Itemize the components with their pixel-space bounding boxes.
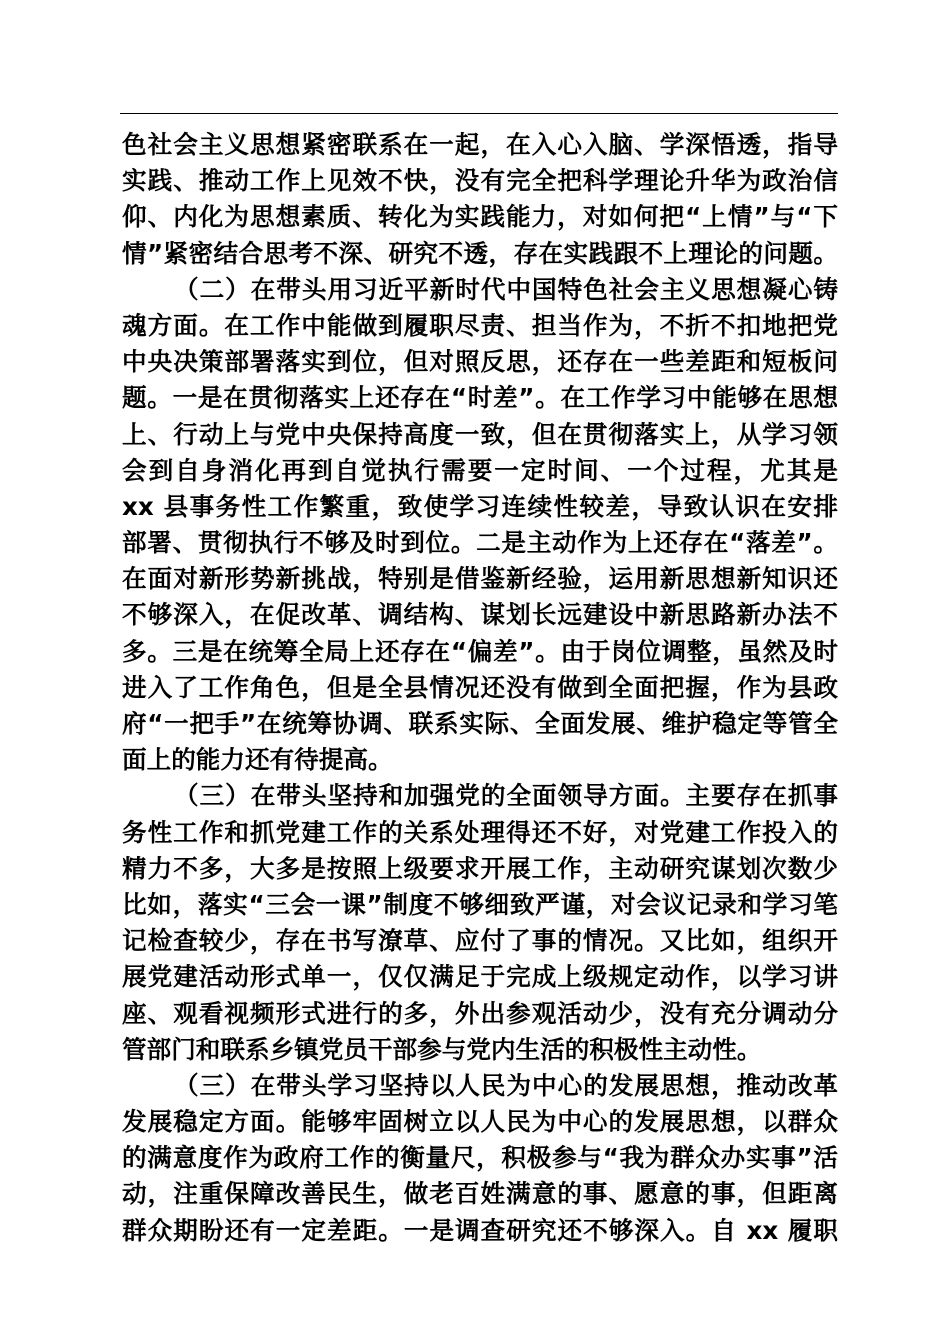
text-line: 座、观看视频形式进行的多，外出参观活动少，没有充分调动分 bbox=[122, 998, 838, 1028]
text-line: 题。一是在贯彻落实上还存在“时差”。在工作学习中能够在思想 bbox=[122, 383, 838, 413]
text-line: 魂方面。在工作中能做到履职尽责、担当作为，不折不扣地把党 bbox=[122, 310, 838, 340]
text-line: 上、行动上与党中央保持高度一致，但在贯彻落实上，从学习领 bbox=[122, 419, 838, 449]
text-line: 不够深入，在促改革、调结构、谋划长远建设中新思路新办法不 bbox=[122, 600, 838, 630]
text-line: 会到自身消化再到自觉执行需要一定时间、一个过程，尤其是 bbox=[122, 455, 838, 485]
text-line: 务性工作和抓党建工作的关系处理得还不好，对党建工作投入的 bbox=[122, 817, 838, 847]
paragraph-first-line: （三）在带头学习坚持以人民为中心的发展思想，推动改革 bbox=[174, 1070, 838, 1100]
text-line: 面上的能力还有待提高。 bbox=[122, 745, 393, 775]
text-line: 仰、内化为思想素质、转化为实践能力，对如何把“上情”与“下 bbox=[122, 202, 838, 232]
text-line: 情”紧密结合思考不深、研究不透，存在实践跟不上理论的问题。 bbox=[122, 238, 838, 268]
text-line: 动，注重保障改善民生，做老百姓满意的事、愿意的事，但距离 bbox=[122, 1179, 838, 1209]
text-line: 的满意度作为政府工作的衡量尺，积极参与“我为群众办实事”活 bbox=[122, 1143, 838, 1173]
text-line: 进入了工作角色，但是全县情况还没有做到全面把握，作为县政 bbox=[122, 672, 838, 702]
header-rule bbox=[120, 113, 838, 114]
text-line: 群众期盼还有一定差距。一是调查研究还不够深入。自 xx 履职 bbox=[122, 1215, 838, 1245]
text-line: 精力不多，大多是按照上级要求开展工作，主动研究谋划次数少 bbox=[122, 853, 838, 883]
text-line: 部署、贯彻执行不够及时到位。二是主动作为上还存在“落差”。 bbox=[122, 528, 838, 558]
text-line: 府“一把手”在统筹协调、联系实际、全面发展、维护稳定等管全 bbox=[122, 709, 838, 738]
text-line: xx 县事务性工作繁重，致使学习连续性较差，导致认识在安排 bbox=[122, 491, 838, 521]
text-line: 比如，落实“三会一课”制度不够细致严谨，对会议记录和学习笔 bbox=[122, 889, 838, 919]
text-line: 管部门和联系乡镇党员干部参与党内生活的积极性主动性。 bbox=[122, 1034, 762, 1064]
body-text bbox=[122, 127, 838, 1249]
paragraph-first-line: （三）在带头坚持和加强党的全面领导方面。主要存在抓事 bbox=[174, 781, 838, 811]
paragraph-first-line: （二）在带头用习近平新时代中国特色社会主义思想凝心铸 bbox=[174, 274, 838, 304]
text-line: 记检查较少，存在书写潦草、应付了事的情况。又比如，组织开 bbox=[122, 926, 838, 956]
text-line: 发展稳定方面。能够牢固树立以人民为中心的发展思想，以群众 bbox=[122, 1107, 838, 1137]
text-line: 展党建活动形式单一，仅仅满足于完成上级规定动作，以学习讲 bbox=[122, 962, 838, 992]
text-line: 色社会主义思想紧密联系在一起，在入心入脑、学深悟透，指导 bbox=[122, 130, 838, 159]
text-line: 在面对新形势新挑战，特别是借鉴新经验，运用新思想新知识还 bbox=[122, 564, 838, 594]
text-line: 多。三是在统筹全局上还存在“偏差”。由于岗位调整，虽然及时 bbox=[122, 636, 838, 666]
text-line: 实践、推动工作上见效不快，没有完全把科学理论升华为政治信 bbox=[122, 166, 838, 196]
text-line: 中央决策部署落实到位，但对照反思，还存在一些差距和短板问 bbox=[122, 347, 838, 377]
